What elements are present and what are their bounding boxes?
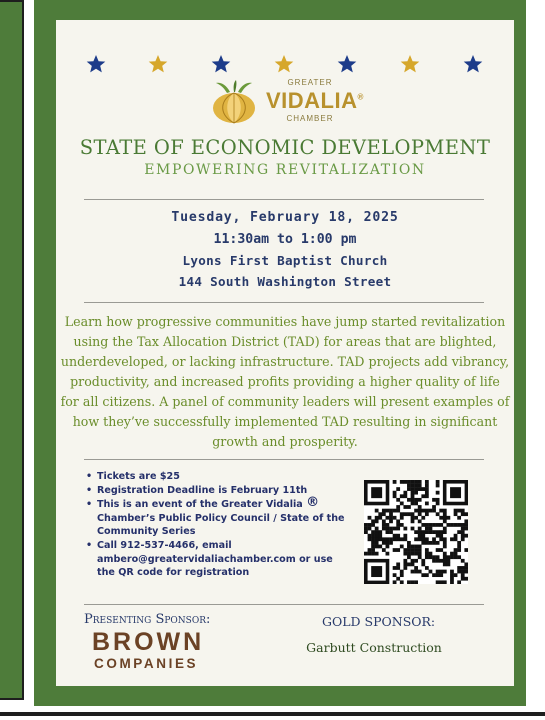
deadline-text: Registration Deadline is February 11th xyxy=(97,485,308,496)
list-item: • Tickets are $25 xyxy=(86,471,180,482)
brown-companies-logo-main: BROWN xyxy=(92,628,205,656)
list-item: • Registration Deadline is February 11th xyxy=(86,485,308,496)
presenting-sponsor-label: Presenting Sponsor: xyxy=(84,612,211,627)
logo-vidalia-text xyxy=(266,88,364,114)
bottom-border-line xyxy=(0,712,545,716)
list-item: • Call 912-537-4466, email ambero@greatervidaliachamber.com or use the QR code for registration xyxy=(86,540,333,578)
event-venue: Lyons First Baptist Church xyxy=(182,253,388,268)
tickets-text: Tickets are $25 xyxy=(97,471,180,482)
page-title: STATE OF ECONOMIC DEVELOPMENT xyxy=(79,136,491,159)
logo-vidalia-word: VIDALIA xyxy=(266,88,358,113)
contact-text: Call 912-537-4466, email ambero@greatervidaliachamber.com or use the QR code for registration xyxy=(97,540,333,578)
star-icon xyxy=(337,54,357,74)
logo-chamber-text: CHAMBER xyxy=(286,114,334,123)
logo-registered-mark: ® xyxy=(357,92,364,102)
left-green-panel xyxy=(0,0,24,700)
vidalia-chamber-logo xyxy=(208,76,364,126)
gold-sponsor-label: GOLD SPONSOR: xyxy=(322,614,436,629)
divider xyxy=(84,302,484,303)
list-item: • This is an event of the Greater Vidalia ® Chamber’s Public Policy Council / State of the Community Series xyxy=(86,495,345,537)
gold-sponsor-name: Garbutt Construction xyxy=(306,640,442,655)
registration-qr-code[interactable] xyxy=(364,480,468,584)
star-icon xyxy=(400,54,420,74)
star-icon xyxy=(211,54,231,74)
logo-greater-text: GREATER xyxy=(287,78,333,87)
event-of-text-cont: Chamber’s Public Policy Council / State of the Community Series xyxy=(97,512,345,537)
event-of-text: This is an event of the Greater Vidalia xyxy=(97,499,303,510)
event-date: Tuesday, February 18, 2025 xyxy=(171,210,399,225)
divider xyxy=(84,199,484,200)
page-subtitle: EMPOWERING REVITALIZATION xyxy=(144,162,426,178)
registered-mark: ® xyxy=(306,495,320,510)
divider xyxy=(84,604,484,605)
event-time: 11:30am to 1:00 pm xyxy=(213,232,357,247)
event-description: Learn how progressive communities have jump started revitalization using the Tax Allocation District (TAD) for areas that are blighted, underdeveloped, or lacking infrastructure. TAD projects add vibrancy, productivity, and increased profits providing a higher quality of life for all citizens. A panel of community leaders will present examples of how they’ve successfully implemented TAD resulting in significant growth and prosperity. xyxy=(60,314,510,449)
divider xyxy=(84,459,484,460)
brown-companies-logo-sub: COMPANIES xyxy=(94,656,199,671)
onion-logo-icon xyxy=(208,80,260,126)
event-address: 144 South Washington Street xyxy=(178,274,392,289)
event-details-list xyxy=(84,470,346,580)
star-icon xyxy=(463,54,483,74)
star-icon xyxy=(86,54,106,74)
star-icon xyxy=(274,54,294,74)
star-icon xyxy=(148,54,168,74)
